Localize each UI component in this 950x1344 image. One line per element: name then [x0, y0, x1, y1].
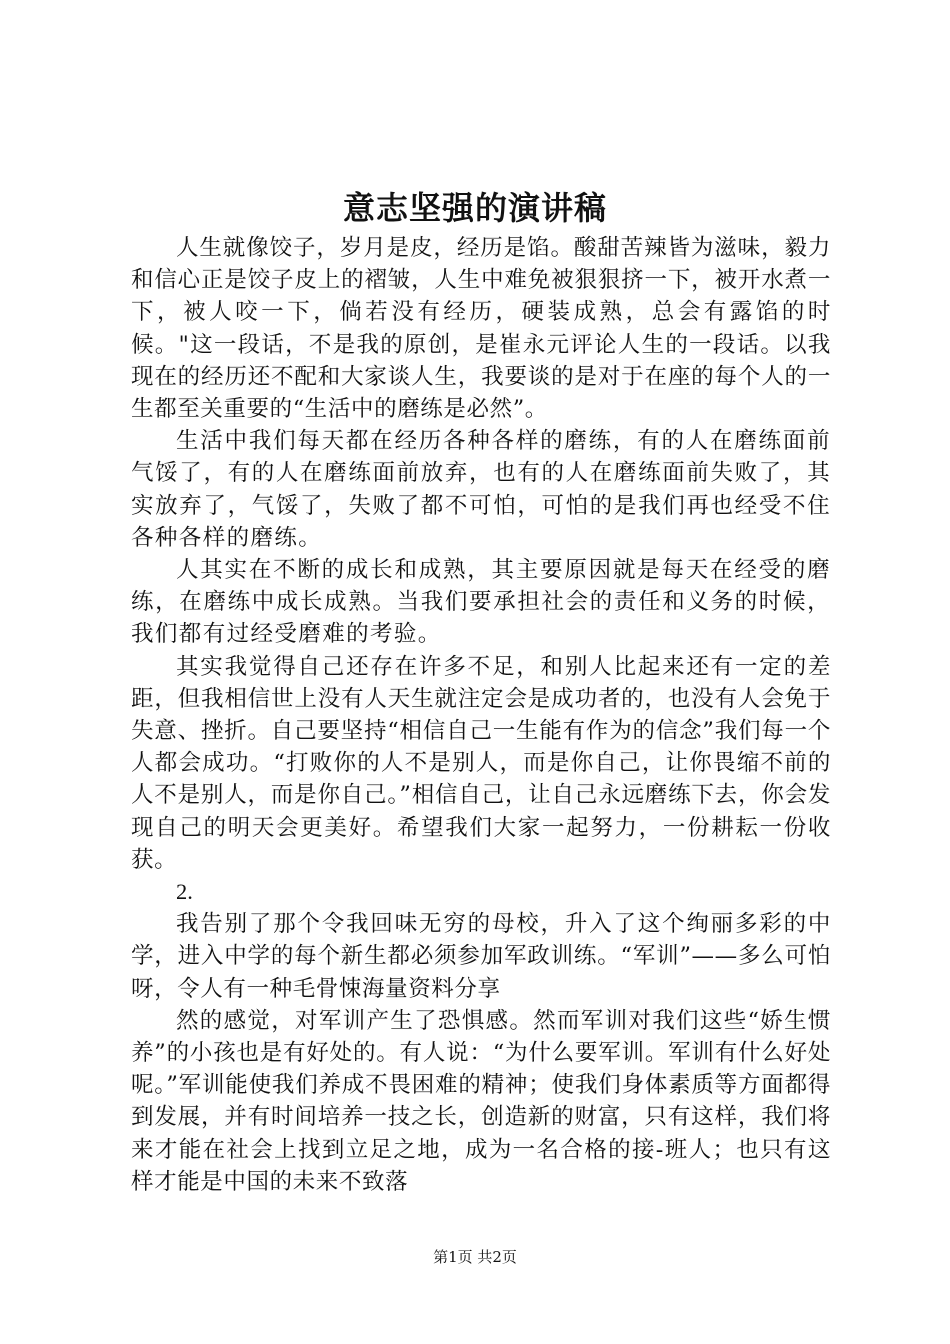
document-body	[131, 232, 831, 1198]
document-title: 意志坚强的演讲稿	[342, 189, 607, 227]
page-footer: 第1页 共2页	[433, 1248, 517, 1266]
paragraph-3: 人其实在不断的成长和成熟，其主要原因就是每天在经受的磨练，在磨练中成长成熟。当我们要承担社会的责任和义务的时候，我们都有过经受磨难的考验。	[131, 557, 831, 648]
section-number: 2.	[176, 879, 193, 905]
paragraph-1: 人生就像饺子，岁月是皮，经历是馅。酸甜苦辣皆为滋味，毅力和信心正是饺子皮上的褶皱，人生中难免被狠狠挤一下，被开水煮一下，被人咬一下，倘若没有经历，硬装成熟，总会有露馅的时候。"这一段话，不是我的原创，是崔永元评论人生的一段话。以我现在的经历还不配和大家谈人生，我要谈的是对于在座的每个人的一生都至关重要的“生活中的磨练是必然”。	[131, 235, 831, 423]
paragraph-5: 我告别了那个令我回味无穷的母校，升入了这个绚丽多彩的中学，进入中学的每个新生都必须参加军政训练。“军训”——多么可怕呀，令人有一种毛骨悚海量资料分享	[131, 911, 831, 1002]
paragraph-4: 其实我觉得自己还存在许多不足，和别人比起来还有一定的差距，但我相信世上没有人天生就注定会是成功者的，也没有人会免于失意、挫折。自己要坚持“相信自己一生能有作为的信念”我们每一个人都会成功。“打败你的人不是别人，而是你自己，让你畏缩不前的人不是别人，而是你自己。”相信自己，让自己永远磨练下去，你会发现自己的明天会更美好。希望我们大家一起努力，一份耕耘一份收获。	[131, 653, 831, 873]
paragraph-6: 然的感觉，对军训产生了恐惧感。然而军训对我们这些“娇生惯养”的小孩也是有好处的。有人说：“为什么要军训。军训有什么好处呢。”军训能使我们养成不畏困难的精神；使我们身体素质等方面都得到发展，并有时间培养一技之长，创造新的财富，只有这样，我们将来才能在社会上找到立足之地，成为一名合格的接-班人；也只有这样才能是中国的未来不致落	[131, 1007, 831, 1195]
paragraph-2: 生活中我们每天都在经历各种各样的磨练，有的人在磨练面前气馁了，有的人在磨练面前放弃，也有的人在磨练面前失败了，其实放弃了，气馁了，失败了都不可怕，可怕的是我们再也经受不住各种各样的磨练。	[131, 428, 831, 551]
